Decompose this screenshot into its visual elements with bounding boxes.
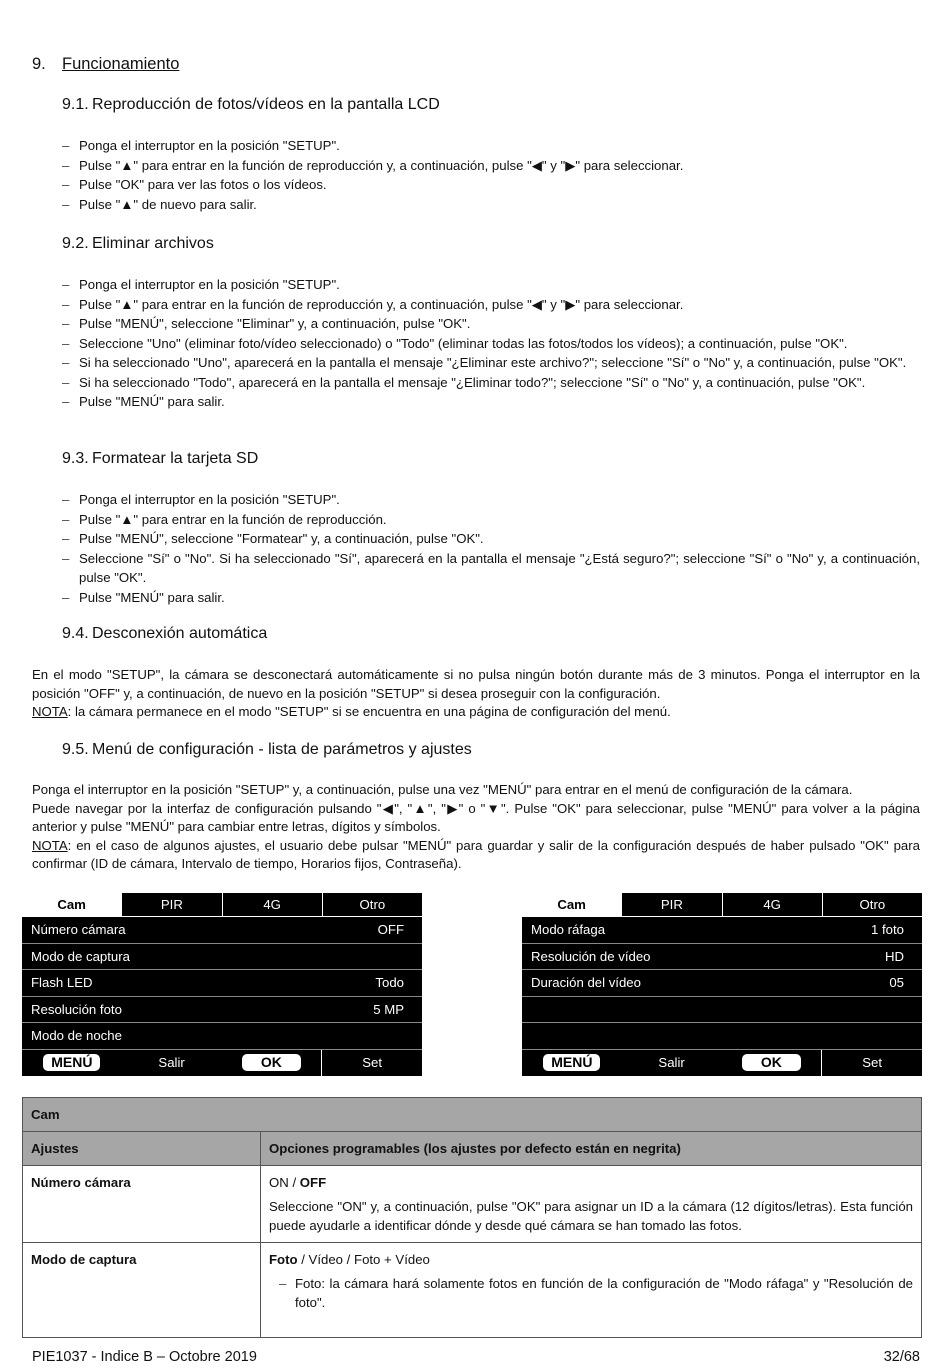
note-text: : la cámara permanece en el modo "SETUP" si se encuentra en una página de configuración del menú. (67, 704, 671, 720)
options-line (269, 1250, 913, 1269)
paragraph-9-4 (32, 666, 920, 722)
option-description: Seleccione "ON" y, a continuación, pulse "OK" para asignar un ID a la cámara (12 dígitos/letras). Esta función puede ayudarle a identificar dónde y desde qué cámara se han tomado las fotos. (269, 1199, 913, 1233)
options-line (269, 1173, 913, 1192)
note-label: NOTA (32, 704, 68, 720)
tab-cam: Cam (522, 893, 621, 917)
menu-row (22, 1023, 422, 1050)
setting-name: Número cámara (23, 1166, 261, 1243)
tab-pir: PIR (121, 893, 221, 917)
tab-pir: PIR (621, 893, 721, 917)
subsection-title: Reproducción de fotos/vídeos en la pantalla LCD (92, 96, 440, 113)
document-reference: PIE1037 - Indice B – Octobre 2019 (32, 1349, 257, 1365)
list-item: – Pulse "MENÚ", seleccione "Formatear" y, a continuación, pulse "OK". (62, 529, 920, 549)
menu-row (522, 997, 922, 1024)
tab-4g: 4G (222, 893, 322, 917)
list-item: – Ponga el interruptor en la posición "SETUP". (62, 275, 920, 295)
menu-row-label: Modo de noche (31, 1028, 122, 1044)
list-item: – Si ha seleccionado "Todo", aparecerá en la pantalla el mensaje "¿Eliminar todo?"; seleccione "Sí" o "No" y, a continuación, pulse "OK". (62, 373, 920, 393)
note-label: NOTA (32, 837, 68, 853)
list-item: – Foto: la cámara hará solamente fotos en función de la configuración de "Modo ráfaga" y "Resolución de foto". (295, 1274, 913, 1312)
menu-row (522, 1023, 922, 1050)
list-item: – Seleccione "Sí" o "No". Si ha seleccionado "Sí", aparecerá en la pantalla el mensaje "¿Está seguro?"; seleccione "Sí" o "No" y, a continuación, pulse "OK". (62, 549, 920, 588)
menu-row (22, 997, 422, 1024)
menu-footer (22, 1050, 422, 1076)
section-heading (32, 55, 179, 74)
menu-row-value: OFF (377, 922, 404, 938)
menu-row-value: HD (884, 948, 904, 964)
subsection-heading-9-4 (62, 625, 267, 643)
option-text: / Vídeo / Foto + Vídeo (297, 1252, 430, 1267)
menu-row-value: 5 MP (373, 1001, 404, 1017)
column-header-options: Opciones programables (los ajustes por defecto están en negrita) (261, 1132, 922, 1166)
menu-row-label: Flash LED (31, 975, 93, 991)
table-row (23, 1166, 922, 1243)
camera-menu-screen-1 (22, 893, 422, 1076)
tab-4g: 4G (722, 893, 822, 917)
subsection-number: 9.1. (62, 96, 89, 113)
menu-row (22, 944, 422, 971)
option-default: OFF (299, 1175, 327, 1190)
table-title-row (23, 1098, 922, 1132)
menu-footer-menu (22, 1050, 122, 1076)
list-item: – Seleccione "Uno" (eliminar foto/vídeo seleccionado) o "Todo" (eliminar todas las fotos/todos los vídeos); a continuación, pulse "OK". (62, 334, 920, 354)
menu-row (522, 970, 922, 997)
list-9-2 (62, 275, 920, 412)
list-item: – Pulse "▲" para entrar en la función de reproducción y, a continuación, pulse "◀" y "▶" para seleccionar. (62, 295, 920, 315)
section-number: 9. (32, 55, 46, 73)
setting-options (261, 1166, 922, 1243)
list-9-3 (62, 490, 920, 607)
subsection-number: 9.4. (62, 625, 89, 642)
menu-footer-set: Set (821, 1050, 922, 1076)
paragraph-9-5 (32, 781, 920, 874)
list-item: – Pulse "MENÚ" para salir. (62, 392, 920, 412)
ok-key: OK (742, 1054, 801, 1071)
setting-options (261, 1243, 922, 1338)
menu-row-label: Resolución de vídeo (531, 948, 651, 964)
option-default: Foto (269, 1252, 298, 1267)
table-header-row (23, 1132, 922, 1166)
menu-key: MENÚ (543, 1054, 600, 1071)
menu-row-label: Duración del vídeo (531, 975, 641, 991)
menu-footer-exit: Salir (658, 1055, 685, 1070)
list-item: – Pulse "▲" para entrar en la función de reproducción. (62, 510, 920, 530)
paragraph-text: Ponga el interruptor en la posición "SETUP" y, a continuación, pulse una vez "MENÚ" para entrar en el menú de configuración de la cámara. (32, 782, 853, 797)
section-title: Funcionamiento (62, 55, 180, 73)
table-row (23, 1243, 922, 1338)
subsection-heading-9-2 (62, 235, 214, 253)
subsection-number: 9.5. (62, 741, 89, 758)
menu-row-label: Modo de captura (31, 948, 130, 964)
list-item: – Ponga el interruptor en la posición "SETUP". (62, 490, 920, 510)
menu-row-value: 1 foto (871, 922, 904, 938)
subsection-title: Menú de configuración - lista de parámetros y ajustes (92, 741, 472, 758)
list-item: – Si ha seleccionado "Uno", aparecerá en la pantalla el mensaje "¿Eliminar este archivo?"; seleccione "Sí" o "No" y, a continuación, pulse "OK". (62, 353, 920, 373)
paragraph-text: En el modo "SETUP", la cámara se desconectará automáticamente si no pulsa ningún botón durante más de 3 minutos. Ponga el interruptor en la posición "OFF" y, a continuación, de nuevo en la posición "SETUP" si desea proseguir con la configuración. (32, 667, 920, 701)
menu-footer-set: Set (321, 1050, 422, 1076)
menu-footer-ok (722, 1050, 822, 1076)
page-number: 32/68 (883, 1349, 920, 1365)
ok-key: OK (242, 1054, 301, 1071)
subsection-heading-9-1 (62, 96, 440, 114)
table-title: Cam (23, 1098, 922, 1132)
column-header-settings: Ajustes (23, 1132, 261, 1166)
subsection-number: 9.2. (62, 235, 89, 252)
tab-otro: Otro (822, 893, 922, 917)
tab-cam: Cam (22, 893, 121, 917)
menu-row (522, 917, 922, 944)
menu-footer (522, 1050, 922, 1076)
page-footer (32, 1349, 920, 1365)
option-text: ON / (269, 1175, 300, 1190)
setting-name: Modo de captura (23, 1243, 261, 1338)
menu-key: MENÚ (43, 1054, 100, 1071)
settings-table (22, 1097, 922, 1338)
menu-row (522, 944, 922, 971)
subsection-title: Desconexión automática (92, 625, 268, 642)
note-text: : en el caso de algunos ajustes, el usuario debe pulsar "MENÚ" para guardar y salir de la configuración después de haber pulsado "OK" para confirmar (ID de cámara, Intervalo de tiempo, Horarios fijos, Contraseña). (32, 837, 920, 872)
camera-menu-screen-2 (522, 893, 922, 1076)
menu-footer-menu (522, 1050, 622, 1076)
list-item: – Pulse "▲" de nuevo para salir. (62, 195, 920, 215)
menu-footer-ok (222, 1050, 322, 1076)
subsection-title: Eliminar archivos (92, 235, 214, 252)
list-item: – Ponga el interruptor en la posición "SETUP". (62, 136, 920, 156)
subsection-title: Formatear la tarjeta SD (92, 450, 259, 467)
menu-row-label: Resolución foto (31, 1001, 122, 1017)
subsection-heading-9-3 (62, 450, 258, 468)
note (32, 837, 920, 874)
menu-row-value: Todo (375, 975, 404, 991)
list-item: – Pulse "▲" para entrar en la función de reproducción y, a continuación, pulse "◀" y "▶" para seleccionar. (62, 156, 920, 176)
option-list (269, 1274, 913, 1312)
note (32, 703, 920, 722)
list-9-1 (62, 136, 920, 214)
menu-row-value: 05 (889, 975, 904, 991)
list-item: – Pulse "MENÚ", seleccione "Eliminar" y, a continuación, pulse "OK". (62, 314, 920, 334)
menu-row-label: Número cámara (31, 922, 126, 938)
list-item: – Pulse "OK" para ver las fotos o los vídeos. (62, 175, 920, 195)
paragraph-text: Puede navegar por la interfaz de configuración pulsando "◀", "▲", "▶" o "▼". Pulse "OK" para seleccionar, pulse "MENÚ" para volver a la página anterior y pulse "MENÚ" para cambiar entre letras, dígitos y símbolos. (32, 800, 920, 835)
list-item: – Pulse "MENÚ" para salir. (62, 588, 920, 608)
menu-row-label: Modo ráfaga (531, 922, 606, 938)
menu-row (22, 917, 422, 944)
subsection-heading-9-5 (62, 741, 472, 759)
tab-otro: Otro (322, 893, 422, 917)
menu-footer-exit: Salir (158, 1055, 185, 1070)
menu-tabs (22, 893, 422, 917)
menu-row (22, 970, 422, 997)
subsection-number: 9.3. (62, 450, 89, 467)
menu-tabs (522, 893, 922, 917)
